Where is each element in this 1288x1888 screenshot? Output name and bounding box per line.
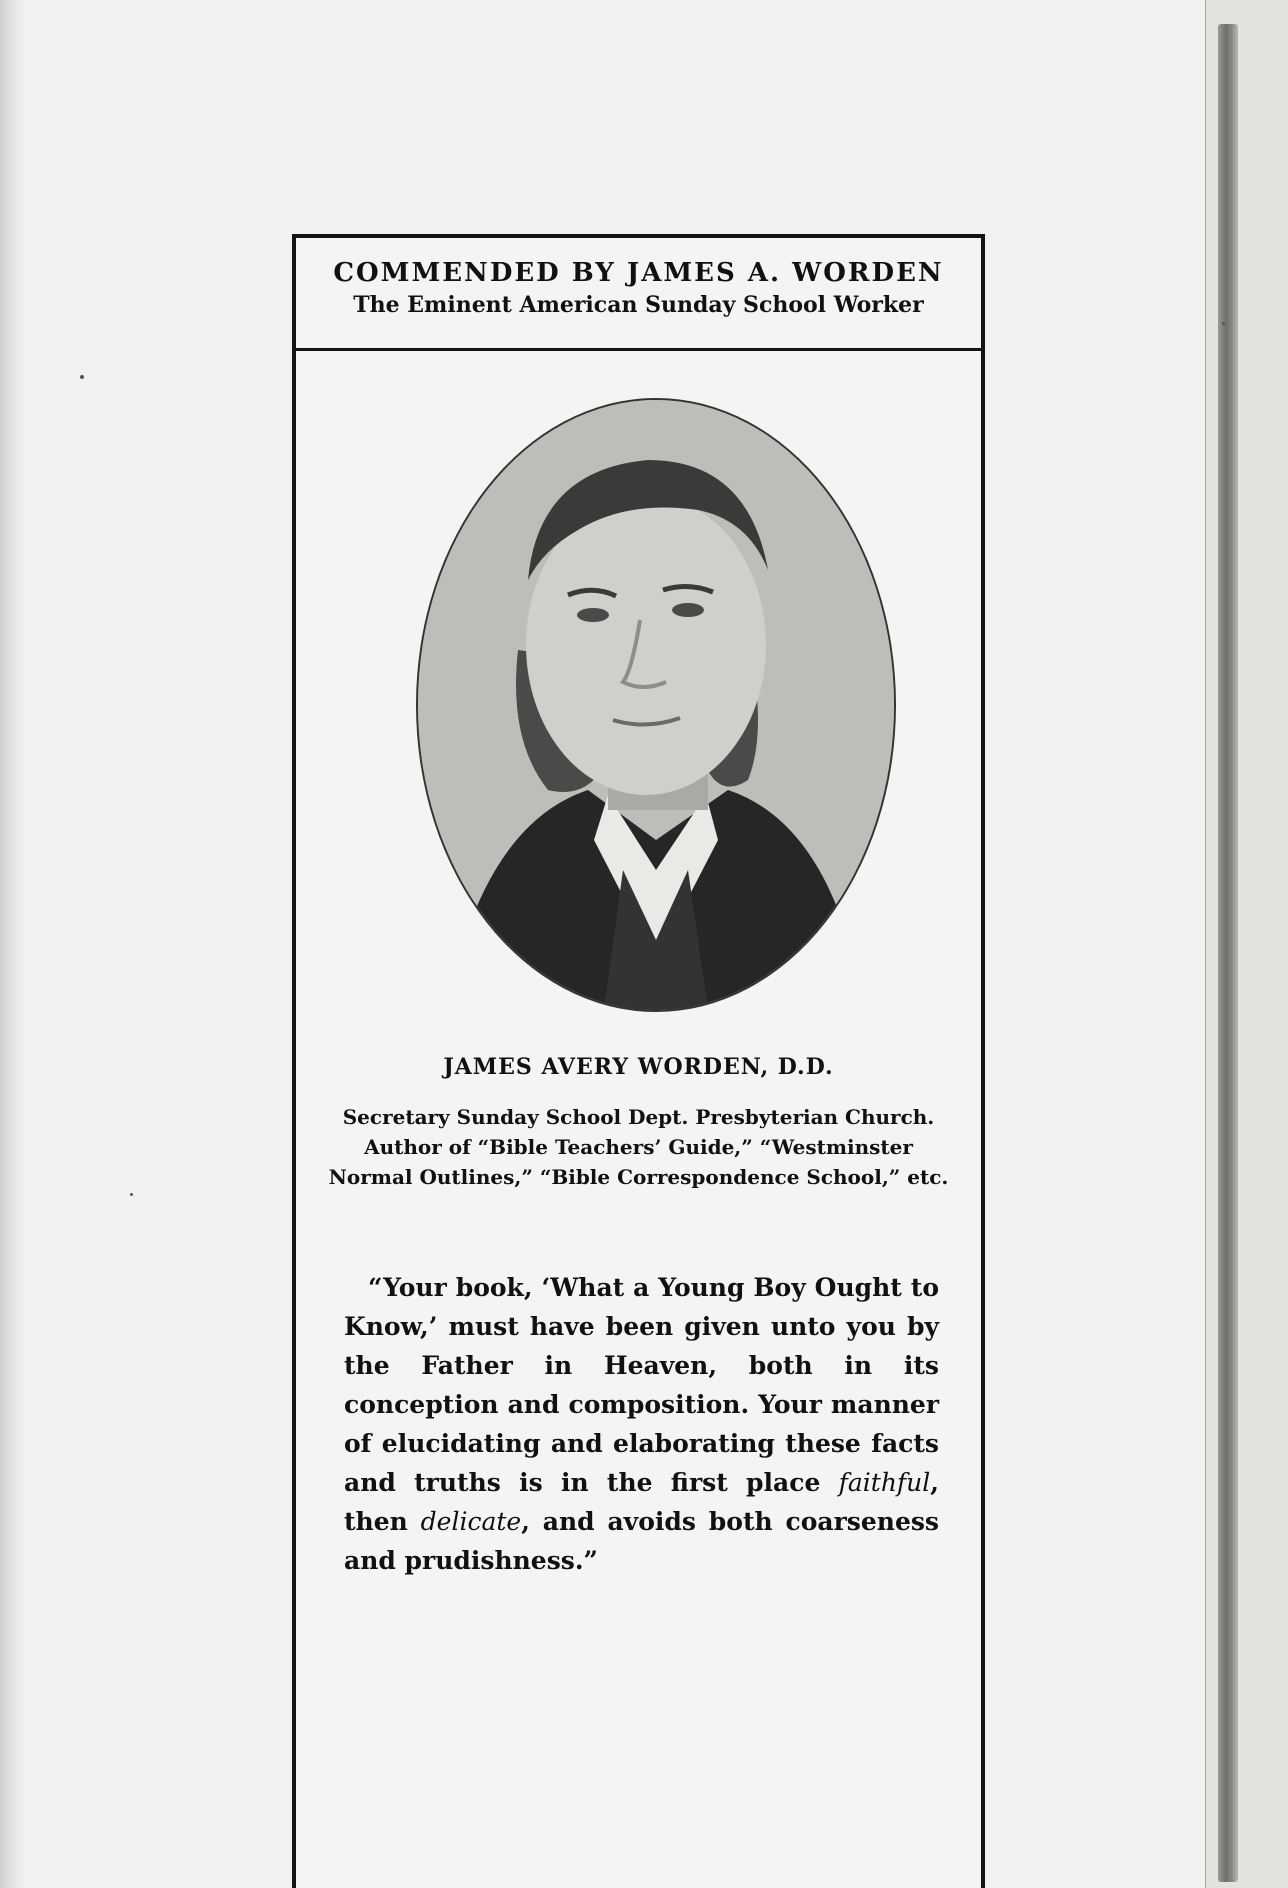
portrait-photo-icon [416,398,896,1012]
portrait-caption [326,1054,951,1192]
quote-text: , and avoids both coarseness and prudishness.” [344,1507,940,1575]
book-spine [1218,24,1238,1882]
commendation-box [292,234,985,1888]
dust-speck [80,375,84,379]
dust-speck [1222,322,1225,325]
testimonial-quote [344,1268,939,1580]
quote-emphasis: faithful [838,1468,931,1497]
page-left-edge [0,0,26,1888]
quote-text: , then [344,1468,939,1536]
commendation-header [296,238,981,351]
header-subtitle: The Eminent American Sunday School Worker [353,292,924,318]
quote-text: “Your book, ‘What a Young Boy Ought to Know,’ must have been given unto you by the Father in Heaven, both in its conception and composition. Your manner of elucidating and elaborating these facts and truths is in the first place [344,1273,939,1497]
dust-speck [130,1193,133,1196]
header-title: COMMENDED BY JAMES A. WORDEN [333,258,944,288]
person-name: JAMES AVERY WORDEN, D.D. [443,1054,834,1080]
person-description: Secretary Sunday School Dept. Presbyterian Church. Author of “Bible Teachers’ Guide,” “Westminster Normal Outlines,” “Bible Correspondence School,” etc. [328,1105,949,1189]
quote-emphasis: delicate [420,1507,522,1536]
